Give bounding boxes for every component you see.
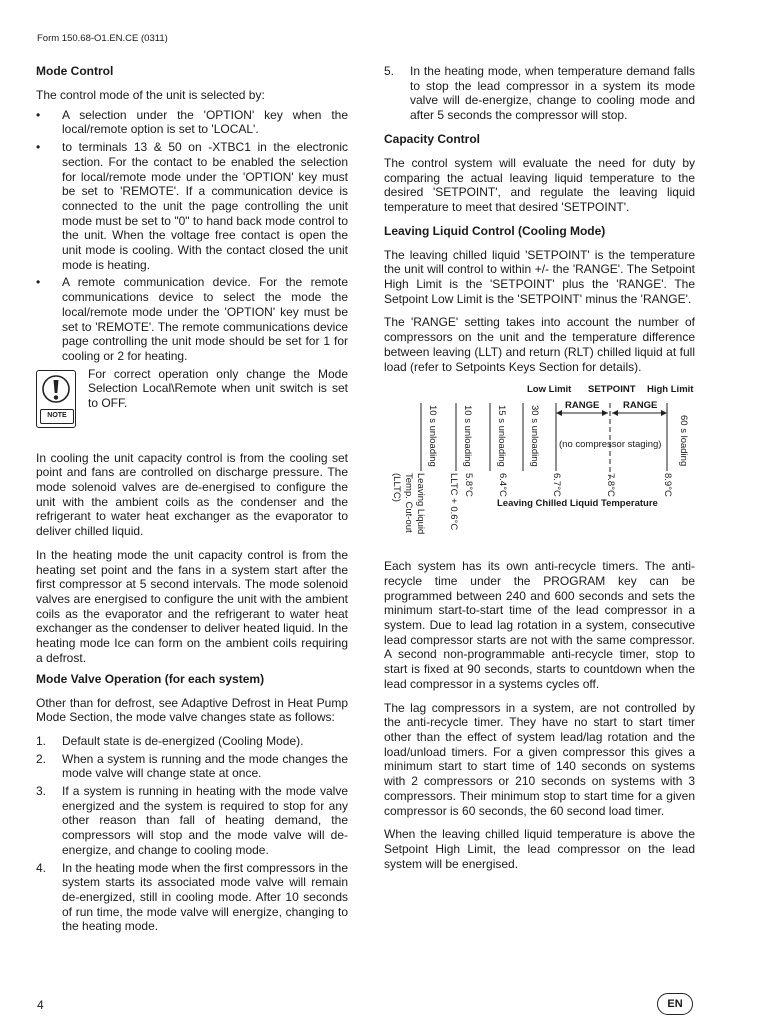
list-item: 5. In the heating mode, when temperature demand falls to stop the lead compressor in a system its mode valve will de-energize, change to cooling mode and after 5 seconds the compressor will stop.: [384, 64, 695, 123]
mode-control-intro: The control mode of the unit is selected by:: [36, 88, 265, 102]
note-text: For correct operation only change the Mode Selection Local\Remote when unit switch is set to OFF.: [88, 366, 348, 411]
temp-label: 6.4°C: [497, 473, 508, 498]
zone-label: 30 s unloading: [529, 405, 540, 468]
zone-label: 10 s unloading: [462, 405, 473, 468]
cutout-label-line2: Temp. Cut-out: [403, 473, 414, 533]
right-column: [384, 64, 695, 880]
range-label-1: RANGE: [565, 400, 600, 412]
setpoint-range-diagram: [384, 383, 695, 551]
cooling-paragraph: In cooling the unit capacity control is from the cooling set point and fans are controlled on discharge pressure. The mode solenoid valves are de-energised to configure the unit with the ambient coils as the condenser and the refrigerant to water heat exchanger as the evaporator to deliver chilled liquid.: [36, 450, 348, 539]
capacity-control-paragraph: The control system will evaluate the need for duty by comparing the actual leaving liquid temperature to the desired 'SETPOINT', and regulate the leaving liquid temperature to meet that desired 'SETPOINT'.: [384, 155, 695, 214]
form-id: Form 150.68-O1.EN.CE (0311): [37, 33, 168, 44]
list-item: 4. In the heating mode when the first compressors in the system starts its associated mode valve will remain de-energized, still in cooling mode. After 10 seconds of run time, the mode valve will energize, changing to the heating mode.: [36, 860, 348, 934]
high-limit-label: High Limit: [647, 384, 694, 396]
cutout-label-line3: (LLTC): [391, 473, 402, 503]
temp-label: 8.9°C: [662, 473, 673, 498]
mode-valve-heading: Mode Valve Operation (for each system): [36, 671, 265, 686]
mode-valve-list-continued: [384, 64, 695, 123]
anti-recycle-paragraph: Each system has its own anti-recycle timers. The anti-recycle time under the PROGRAM key can be programmed between 240 and 600 seconds and sets the minimum start-to-start time of the lead compressor in a system. Due to lead lag rotation in a system, consecutive lead compressor starts are not with the same compressor. A second non-programmable anti-recycle timer, stop to start is fixed at 90 seconds, starts to countdown when the lead compressor in a systems cycles off.: [384, 559, 695, 691]
lag-compressor-paragraph: The lag compressors in a system, are not controlled by the anti-recycle timer. They have no start to start timer other than the effect of system lead/lag rotation and the load/unload timers. For a given compressor this gives a minimum start to start time of 140 seconds on systems with 2 compressors or 210 seconds on systems with 3 compressors. Their minimum stop to start time for a given compressor is 60 seconds, the 60 second load timer.: [384, 700, 695, 818]
axis-label: Leaving Chilled Liquid Temperature: [497, 498, 658, 510]
temp-label: 7.8°C: [605, 473, 616, 498]
zone-label: 15 s unloading: [496, 405, 507, 468]
setpoint-label: SETPOINT: [588, 384, 636, 396]
mode-control-heading: Mode Control: [36, 64, 114, 78]
mode-selection-list: [36, 108, 348, 364]
zone-label: 10 s unloading: [427, 405, 438, 468]
list-item: • A remote communication device. For the remote communications device to select the mode the local/remote mode under the 'OPTION' key must be set to 'REMOTE'. The remote communications device page controlling the unit mode should be set for 1 for cooling or 2 for heating.: [36, 275, 348, 363]
temp-label: 5.8°C: [463, 473, 474, 498]
cutout-label-line1: Leaving Liquid: [415, 473, 426, 535]
list-item: • A selection under the 'OPTION' key when the local/remote option is set to 'LOCAL'.: [36, 108, 348, 137]
note-box: [36, 367, 348, 431]
no-staging-label: (no compressor staging): [559, 439, 662, 451]
note-label: NOTE: [40, 409, 74, 424]
low-limit-label: Low Limit: [527, 384, 572, 396]
capacity-control-heading: Capacity Control: [384, 131, 481, 146]
zone-label: 60 s loading: [678, 415, 689, 467]
language-badge: EN: [657, 993, 693, 1015]
range-paragraph: The 'RANGE' setting takes into account the number of compressors on the unit and the temperature difference between leaving (LLT) and return (RLT) chilled liquid at full load (refer to Setpoints Keys Section for details).: [384, 315, 695, 374]
page-number: 4: [37, 998, 44, 1012]
mode-valve-intro: Other than for defrost, see Adaptive Defrost in Heat Pump Mode Section, the mode valve changes state as follows:: [36, 695, 348, 725]
lltc-plus-label: LLTC + 0.6°C: [448, 473, 459, 531]
leaving-liquid-control-heading: Leaving Liquid Control (Cooling Mode): [384, 223, 606, 238]
list-item: • to terminals 13 & 50 on -XTBC1 in the electronic section. For the contact to be enabled the selection for local/remote mode under the 'OPTION' key must be set to 'REMOTE'. If a communication device is connected to the unit the page controlling the unit mode must be set to "0" to hand back mode control to the unit. When the voltage free contact is open the unit mode is cooling. With the contact closed the unit mode is heating.: [36, 140, 348, 272]
list-item: 1. Default state is de-energized (Cooling Mode).: [36, 733, 304, 748]
heating-paragraph: In the heating mode the unit capacity control is from the heating set point and the fans in a system start after the first compressor at 5 second intervals. The mode solenoid valves are energised to configure the unit with the ambient coils as the evaporator and the refrigerant to water heat exchanger as the condenser to deliver heated liquid. In the heating mode Ice can form on the ambient coils requiring a defrost.: [36, 547, 348, 665]
note-exclamation-icon: [36, 370, 76, 428]
mode-valve-list: [36, 734, 348, 934]
range-label-2: RANGE: [623, 400, 658, 412]
list-item: 3. If a system is running in heating with the mode valve energized and the system is required to stop for any other reason than fall of heating demand, the compressors will stop and the mode valve will de-energize, and change to cooling mode.: [36, 784, 348, 857]
list-item: 2. When a system is running and the mode changes the mode valve will change state at once.: [36, 751, 348, 781]
temp-label: 6.7°C: [551, 473, 562, 498]
high-limit-paragraph: When the leaving chilled liquid temperature is above the Setpoint High Limit, the lead compressor on the lead system will be energised.: [384, 827, 695, 871]
left-column: [36, 64, 348, 943]
setpoint-paragraph: The leaving chilled liquid 'SETPOINT' is the temperature the unit will control to within +/- the 'RANGE'. The Setpoint High Limit is the 'SETPOINT' plus the 'RANGE'. The Setpoint Low Limit is the 'SETPOINT' minus the 'RANGE'.: [384, 247, 695, 306]
